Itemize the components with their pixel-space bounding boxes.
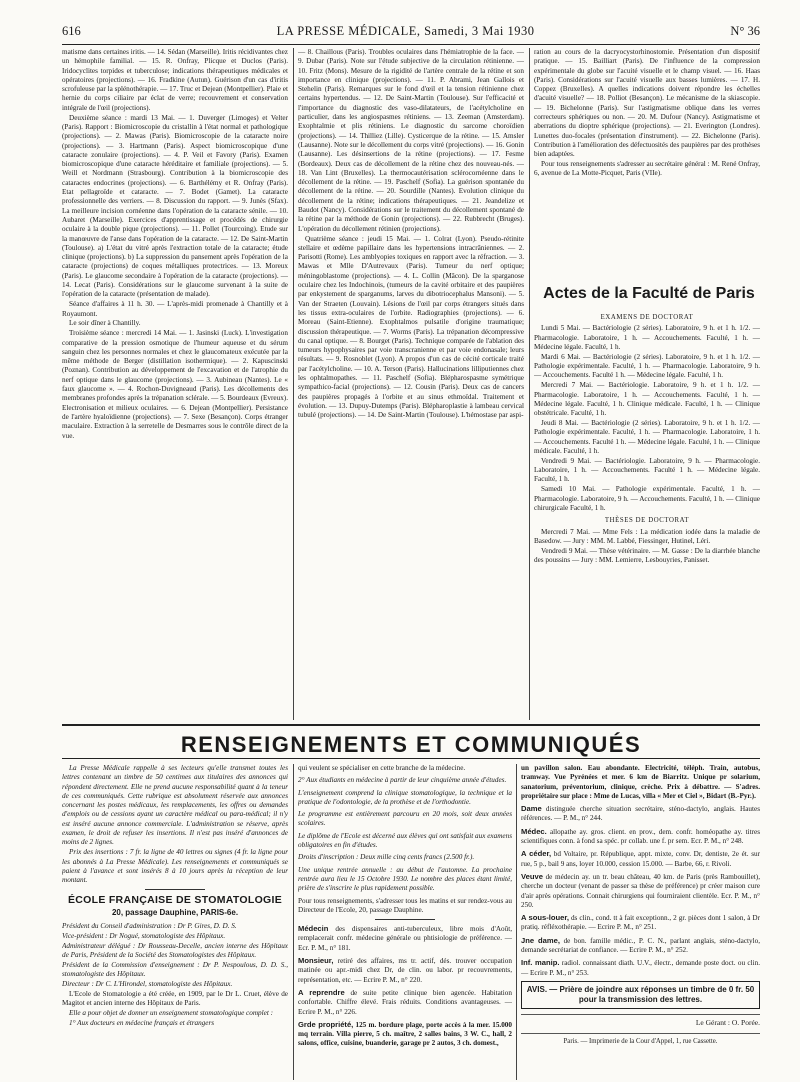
column-rule — [516, 764, 517, 1080]
notice-column — [62, 764, 288, 1080]
exam-entry: Vendredi 9 Mai. — Bactériologie. Laboratoire, 9 h. — Pharmacologie. Laboratoire, 1 h. — Accouchements. Faculté 1 h. — Médecine légale. Faculté, 1 h. — [534, 456, 760, 484]
ecole-para: Pour tous renseignements, s'adresser tous les matins et sur rendez-vous au Directeur de l'Ecole, 20, passage Dauphine. — [298, 896, 512, 914]
these-entry: Mercredi 7 Mai. — Mme Fels : La médication iodée dans la maladie de Basedow. — Jury : MM. M. Labbé, Fiessinger, Hutinel, Léri. — [534, 527, 760, 545]
journal-title: LA PRESSE MÉDICALE, Samedi, 3 Mai 1930 — [276, 24, 535, 38]
classified-ad — [521, 804, 760, 824]
col1-para: Troisième séance : mercredi 14 Mai. — 1. Jasinski (Luck). L'investigation comparative de la pression osmotique de l'humeur aqueuse et du sérum sanguin chez les personnes normales et chez le glaucomateux exécutée par la même méthode de Berger (distillation isothermique). — 2. Kapuscinski (Poznan). Contribution au développement de l'excavation et de l'atrophie du nerf optique dans le glaucome (projections). — 3. Aubineau (Nantes). Le « faux glaucome ». — 4. Rochon-Duvigneaud (Paris). Les décollements des membranes profondes après la trépanation sclérale. — 5. Bourdeaux (Evreux). Electronisation et milieux oculaires. — 6. Dejean (Montpellier). Persistance de l'artère hyaloïdienne (projections). — 7. Sexe (Besançon). Corps étranger maculaire. Extraction à la serretelle de Desmarres sous le contrôle direct de la vue. — [62, 329, 288, 440]
ecole-para: 2° Aux étudiants en médecine à partir de leur cinquième année d'études. — [298, 776, 507, 785]
ecole-para: Le programme est entièrement parcouru en 20 mois, soit deux années scolaires. — [298, 810, 512, 828]
column-rule — [293, 48, 294, 720]
classifieds-column — [521, 764, 760, 1080]
col1-para: Séance d'affaires à 11 h. 30. — L'après-midi promenade à Chantilly et à Royaumont. — [62, 300, 288, 318]
ad-text: des dispensaires anti-tuberculeux, libre mois d'Août, remplacerait confr. médecine générale ou phtisiologie de préférence. — Ecr. P. M., n° 181. — [298, 925, 512, 952]
exam-entry: Mercredi 7 Mai. — Bactériologie. Laboratoire, 9 h. et 1 h. 1/2. — Pharmacologie. Laboratoire, 1 h. — Accouchements. Faculté, 1 h. — Médecine légale. Faculté, 1 h. Clinique médicale. Faculté, 1 h. — Clinique obstétricale. Faculté, 1 h. — [534, 381, 760, 418]
exam-entry: Lundi 5 Mai. — Bactériologie (2 séries). Laboratoire, 9 h. et 1 h. 1/2. — Pharmacologie. Laboratoire, 1 h. — Accouchements. Faculté, 1 h. — Médecine légale. Faculté, 1 h. — [534, 324, 760, 351]
ecole-officer: Directeur : Dr C. L'Hirondel, stomatologiste des Hôpitaux. — [62, 980, 233, 989]
ad-text: de médecin ay. un tr. beau château, 40 km. de Paris (près Rambouillet), cherche un docteur (venant de passer sa thèse de préférence) pr créer maison cure d'air après opérations. Connait chirurgiens qui fourniraient clientèle. Ecr. P. M., n° 250. — [521, 872, 760, 909]
classified-ad — [521, 913, 760, 933]
page-number: 616 — [62, 24, 81, 38]
header-rule — [62, 44, 760, 45]
col3-para: ration au cours de la dacryocystorhinostomie. Présentation d'un dispositif pratique. — 15. Bailliart (Paris). De l'influence de la compression expérimentale du globe sur l'acuité visuelle et le champ visuel. — 16. Haas (Paris). Considérations sur l'acuité visuelle aux basses lumières. — 17. H. Coppez (Bruxelles). A quelles indications doivent répondre les échelles d'acuité visuelle? — 18. Polliot (Besançon). Le mécanisme de la skiascopie. — 19. Bichelonne (Paris). Sur l'astigmatisme oblique dans les verres correcteurs sphériques ou non. — 20. M. Dufour (Nancy). Astigmatisme et aberrations du dioptre sphérique (projections). — 21. Everington (Londres). Lunettes duo-focales (présentation d'instrument). — 22. Bichelonne (Paris). Contribution à l'amélioration des défectuosités des paupières par des prothèses bien adaptées. — [534, 48, 760, 159]
ad-head: A sous-louer, — [521, 913, 569, 923]
ad-head: A céder, — [521, 849, 552, 859]
ad-text: de bon. famille médic., P. C. N., parlant anglais, sténo-dactylo, demande secrétariat de confiance. — Ecrire P. M., n° 252. — [521, 936, 760, 955]
divider — [145, 889, 205, 890]
ad-text: distinguée cherche situation secrétaire, sténo-dactylo, anglais. Hautes références. — P. M., n° 244. — [521, 805, 760, 823]
col1-para: Le soir dîner à Chantilly. — [69, 319, 141, 328]
ecole-object: Elle a pour objet de donner un enseignement stomatologique complet : — [69, 1009, 274, 1018]
col1-para: Deuxième séance : mardi 13 Mai. — 1. Duverger (Limoges) et Velter (Paris). Rapport : Biomicroscopie du cristallin à l'état normal et pathologique (projections). — 2. Mawas (Paris). Biomicroscopie de la cataracte noire (projections). — 3. Hartmann (Paris). Aspect biomicroscopique d'une cataracte zonulaire (projections). — 4. P. Veil et Favory (Paris). Examen biomicroscopique d'une cataracte héréditaire et familiale (projections). — 5. Weill et Nordmann (Strasbourg). Contribution à la biomicroscopie des cataractes endocrines (projections). — 6. Barthélémy et R. Onfray (Paris). Etat pellagroïde et cataracte. — 7. Bodet (Gamet). La cataracte professionnelle des verriers. — 8. Discussion du rapport. — 9. Junès (Sfax). La meilleure incision cornéenne dans l'opération de la cataracte sénile. — 10. Aubaret (Marseille). Exercices d'apprentissage et procédés de chirurgie oculaire à la double pique (projections). — 11. Pollet (Tourcoing). Etude sur la manœuvre de l'anse dans l'opération de la cataracte. — 12. De Saint-Martin (Toulouse). a) L'état du vitré après l'extraction totale de la cataracte; étude clinique (projections). b) La suppression du pansement après l'opération de la cataracte (projections) de coques métalliques protectrices. — 13. Moreux (Paris). Le glaucome secondaire à l'opération de la cataracte (projections). — 14. Lecat (Paris). Considérations sur le glaucome survenant à la suite de l'opération de la cataracte (présentation de malade). — [62, 113, 288, 299]
classified-ad — [521, 849, 760, 869]
column-3-top — [534, 48, 760, 280]
ad-head: Grde propriété, — [298, 1019, 354, 1029]
column-2 — [298, 48, 524, 720]
ad-head: Médecin — [298, 924, 329, 934]
classified-ad — [521, 958, 760, 978]
column-rule — [293, 764, 294, 1080]
ad-text: retiré des affaires, ms tr. actif, dés. trouver occupation matinée ou apr.-midi chez Dr, de clin. ou labor. pr recouvrements, représentation, etc. — Ecrire P. M., n° 220. — [298, 957, 512, 984]
ad-text: ds clin., cond. tt à fait exceptionn., 2 gr. pièces dont 1 salon, à Dr pratiq. réfléxothérapie. — Ecrire P. M., n° 251. — [521, 914, 760, 932]
ad-head: Monsieur, — [298, 956, 334, 966]
exam-entry: Jeudi 8 Mai. — Bactériologie (2 séries). Laboratoire, 9 h. et 1 h. 1/2. — Pathologie expérimentale. Faculté, 1 h. — Pharmacologie. Laboratoire, 1 h. — Accouchements. Faculté 1 h. — Médecine légale. Faculté, 1 h. — Clinique médicale. Faculté, 1 h. — [534, 419, 760, 455]
ad-head: Dame — [521, 804, 542, 814]
ecole-continued-column — [298, 764, 512, 1080]
classified-ad — [298, 924, 512, 953]
doctorat-heading: EXAMENS DE DOCTORAT — [600, 314, 694, 321]
ad-text: de suite petite clinique bien agencée. Habitation confortable. Chiffre élevé. Frais réduits. Conditions avantageuses. — Ecrire P. M., n° 226. — [298, 988, 512, 1016]
section-rule — [62, 724, 760, 726]
classified-ad — [521, 936, 760, 956]
ecole-object-1: 1° Aux docteurs en médecine français et étrangers — [69, 1019, 215, 1028]
ad-text: allopathe ay. gros. client. en prov., dem. confr. homéopathe ay. titres scientifiques conn. à fond sa spéc. pr collab. une f. pr sem. Ecr. P. M., n° 248. — [521, 827, 760, 846]
ecole-para: Une unique rentrée annuelle : au début de l'automne. La prochaine rentrée aura lieu le 15 Octobre 1930. Le nombre des places étant limité, prière de s'inscrire le plus rapidement possible. — [298, 865, 512, 893]
ad-head: Veuve — [521, 871, 543, 881]
ecole-address: 20, passage Dauphine, PARIS-6e. — [111, 907, 239, 917]
classified-ad — [521, 764, 760, 801]
column-rule — [529, 48, 530, 720]
classified-ad — [521, 827, 760, 847]
ecole-officer: Vice-président : Dr Nogué, stomatologiste des Hôpitaux. — [62, 931, 226, 940]
theses-heading: THÈSES DE DOCTORAT — [604, 517, 690, 525]
ad-head: Jne dame, — [521, 935, 560, 945]
exam-entry: Samedi 10 Mai. — Pathologie expérimentale. Faculté, 1 h. — Pharmacologie. Laboratoire, 9 h. — Accouchements. Faculté, 1 h. — Clinique chirurgicale Faculté, 1 h. — [534, 485, 760, 512]
issue-number: N° 36 — [730, 24, 760, 38]
ecole-officer: Président du Conseil d'administration : Dr P. Gires, D. D. S. — [62, 922, 237, 931]
ecole-officer: Administrateur délégué : Dr Rousseau-Decelle, ancien interne des Hôpitaux de Paris, Président de la Société des Stomatologistes des Hôpitaux. — [62, 941, 288, 960]
ecole-para: L'enseignement comprend la clinique stomatologique, la technique et la pratique de l'odontologie, de la prothèse et de l'orthodontie. — [298, 788, 512, 806]
ad-text: un pavillon salon. Eau abondante. Electricité, téléph. Train, autobus, tramway. Vue Pyrénées et mer. 6 km de Biarritz. Unique pr solarium, sanatorium, préventorium, clinique, crèche. Prix à débattre. — S'adres. propriétaire sur place : Mme de Lucas, villa « Mer et Ciel », Bidart (B.-Pyr.). — [521, 764, 760, 800]
col2-para: Quatrième séance : jeudi 15 Mai. — 1. Colrat (Lyon). Pseudo-rétinite stellaire et œdème papillaire dans les hypertensions intracrâniennes. — 2. Parisotti (Rome). Les amblyopies toxiques en rapport avec la réfraction. — 3. Mawas et Mlle D'Autrevaux (Paris). Tumeur du nerf optique; méningoblastome (projections). — 4. L. Collin (Mâcon). De la sparganose oculaire chez les Indochinois, (tumeurs de la cavité orbitaire et des paupières par enkystement de sparganums, larves du dibotriocephalus Mansoni). — 5. Van der Straeten (Louvain). Lésions de l'œil par corps étrangers situés dans les tissus extra-oculaires de l'orbite. Radiographies (projections). — 6. Moreau (Saint-Etienne). Exophtalmos pulsatile d'origine traumatique; discussion thérapeutique. — 7. Worms (Paris). La trépanation décompressive du canal optique. — 8. Bourget (Paris). Technique comparée de l'ablation des tumeurs hypophysaires par voie transcranienne et par voie endonasale; leurs résultats. — 9. Rosnoblet (Lyon). A propos d'un cas de cécité corticale traité par l'acétylcholine. — 10. A. Terson (Paris). Hallucinations lilliputiennes chez les ophtalmopathes. — 11. Paschelf (Sofia). Blépharospasme symétrique sympathico-facial (projections). — 12. Cousin (Paris). Deux cas de cancers des paupières propagés à l'orbite et au sinus ethmoïdal. Traitement et évolution. — 13. Dupuy-Dutemps (Paris). Blépharoplastie à lambeau cervical tubulé (projections). — 14. De Saint-Martin (Toulouse). L'hémostase par aspi- — [298, 234, 524, 420]
ad-head: Médec. — [521, 826, 547, 836]
col2-para: — 8. Chaillous (Paris). Troubles oculaires dans l'hémiatrophie de la face. — 9. Dubar (Paris). Note sur l'étude subjective de la circulation rétinienne. — 10. Fritz (Mons). Mesure de la rigidité de l'artère centrale de la rétine et son importance en clinique (projections). — 11. P. Abrami, Jean Gallois et Stehelin (Paris). Remarques sur le fond d'œil et la tension rétinienne chez certains hypertendus. — 12. De Saint-Martin (Toulouse). Sur l'efficacité et l'importance du diagnostic des vaso-dilatateurs, de l'acétylcholine en particulier, dans les angiospasmes rétiniens. — 13. Zeeman (Amsterdam). Exophtalmie et plis rétiniens. Le diagnostic du sarcome choroïdien (projections). — 14. Thilliez (Lille). Cysticerque de la rétine. — 15. Amsler (Lausanne). Note sur le décollement du corps vitré (projections). — 16. Gonin (Lausanne). Les désinsertions de la rétine (projections). — 17. Fesme (Bordeaux). Deux cas de décollement de la rétine chez des nouveau-nés. — 18. Van Lint (Bruxelles). La thermocautérisation sclérocornéenne dans le décollement de la rétine. — 19. Paschelf (Sofia). La guérison spontanée du décollement de la rétine. — 20. Sourdille (Nantes). Evolution clinique du décollement de la rétine; indications thérapeutiques. — 21. Jeandelize et Baudot (Nancy). Considérations sur le traitement du décollement spontané de la rétine par la méthode de Gonin (projections). — 22. Rubbrecht (Bruges). L'opération du décollement rétinien (projections). — [298, 48, 524, 233]
running-head — [62, 24, 760, 42]
avis-box: AVIS. — Prière de joindre aux réponses un timbre de 0 fr. 50 pour la transmission des lettres. — [521, 981, 760, 1009]
gerant-line: Le Gérant : O. Porée. — [521, 1014, 760, 1027]
ad-text: 125 m. bordure plage, porte accès à la mer. 15.000 mq terrain. Villa pierre, 5 ch. maître, 2 salles bains, 3 W. C., hall, 2 salons, office, cuisine, buanderie, garage pr 2 autos, 3 ch. domest., — [298, 1020, 512, 1048]
col3-para: Pour tous renseignements s'adresser au secrétaire général : M. René Onfray, 6, avenue de La Motte-Picquet, Paris (VIIe). — [534, 160, 760, 178]
ad-head: Inf. manip. — [521, 958, 560, 968]
ecole-para: Le diplôme de l'Ecole est décerné aux élèves qui ont satisfait aux examens obligatoires en fin d'études. — [298, 831, 512, 850]
classified-ad — [521, 872, 760, 910]
ad-text: radiol. connaissant diath. U.V., électr., demande poste doct. ou clin. — Ecrire P. M., n° 253. — [521, 959, 760, 977]
ecole-title: ÉCOLE FRANÇAISE DE STOMATOLOGIE — [67, 894, 283, 907]
faculty-exams — [534, 310, 760, 720]
exam-entry: Mardi 6 Mai. — Bactériologie (2 séries). Laboratoire, 9 h. et 1 h. 1/2. — Pathologie expérimentale. Faculté, 1 h. — Pharmacologie. Laboratoire, 9 h. — Accouchements. Faculté 1 h. — Médecine légale. Faculté, 1 h. — [534, 352, 760, 380]
classified-ad — [298, 956, 512, 985]
these-entry: Vendredi 9 Mai. — Thèse vétérinaire. — M. Gasse : De la diarrhée blanche des poussins — Jury : MM. Lemierre, Lesbouyries, Panisset. — [534, 546, 760, 564]
col1-para: matisme dans certaines iritis. — 14. Sédan (Marseille). Iritis récidivantes chez un hémophile familial. — 15. R. Onfray, Plicque et Duclos (Paris). Iridocyclites torpides et tuberculose; indications thérapeutiques médicales et opératoires (projections). — 16. Fradkine (Autun). Guérison d'un cas d'iritis scrofuleuse par la splénothérapie. — 17. Truc et Dejean (Montpellier). Plaie et hernie du corps ciliaire par éclat de verre; recouvrement et conservation intégrale de l'œil (projections). — [62, 48, 288, 112]
ecole-para: qui veulent se spécialiser en cette branche de la médecine. — [298, 764, 466, 772]
banner-rule — [62, 758, 760, 759]
classified-ad — [298, 988, 512, 1017]
faculty-heading: Actes de la Faculté de Paris — [543, 285, 755, 302]
classified-ad — [298, 1020, 512, 1049]
printer-line: Paris. — Imprimerie de la Cour d'Appel, 1, rue Cassette. — [521, 1033, 760, 1046]
column-1 — [62, 48, 288, 720]
ecole-officer: Président de la Commission d'enseignement : Dr P. Nespoulous, D. D. S., stomatologiste des Hôpitaux. — [62, 961, 288, 979]
divider — [375, 919, 435, 920]
ecole-history: L'Ecole de Stomatologie a été créée, en 1909, par le Dr L. Cruet, élève de Magitot et ancien interne des Hôpitaux de Paris. — [62, 990, 288, 1008]
section-banner: RENSEIGNEMENTS ET COMMUNIQUÉS — [180, 732, 642, 757]
notice-prices: Prix des insertions : 7 fr. la ligne de 40 lettres ou signes (4 fr. la ligne pour les abonnés à La Presse Médicale). Les renseignements et communiqués se paient à l'avance et sont insérés 8 à 10 jours après la réception de leur montant. — [62, 848, 288, 885]
ad-text: bd Voltaire, pr. République, appt. mixte, conv. Dr, dentiste, 2e ét. sur rue, 5 p., bail 9 ans, loyer 10.000, cession 15.000. — Barbe, 66, r. Rivoli. — [521, 850, 760, 868]
notice-text: La Presse Médicale rappelle à ses lecteurs qu'elle transmet toutes les lettres contenant un timbre de 50 centimes aux titulaires des annonces qui répondent directement. Elle ne prend aucune responsabilité quant à la teneur de ces communiqués. Cette rubrique est absolument réservée aux annonces concernant les postes médicaux, les remplacements, les offres ou demandes d'emplois ou de cessions ayant un caractère médical ou para-médical; il n'y est inséré aucune annonce commerciale. L'administration se réserve, après examen, le droit de refuser les insertions. Il n'est pas inséré d'annonces de moins de 2 lignes. — [62, 764, 288, 847]
ad-head: A reprendre — [298, 987, 345, 997]
ecole-para: Droits d'inscription : Deux mille cinq cents francs (2.500 fr.). — [298, 853, 475, 862]
